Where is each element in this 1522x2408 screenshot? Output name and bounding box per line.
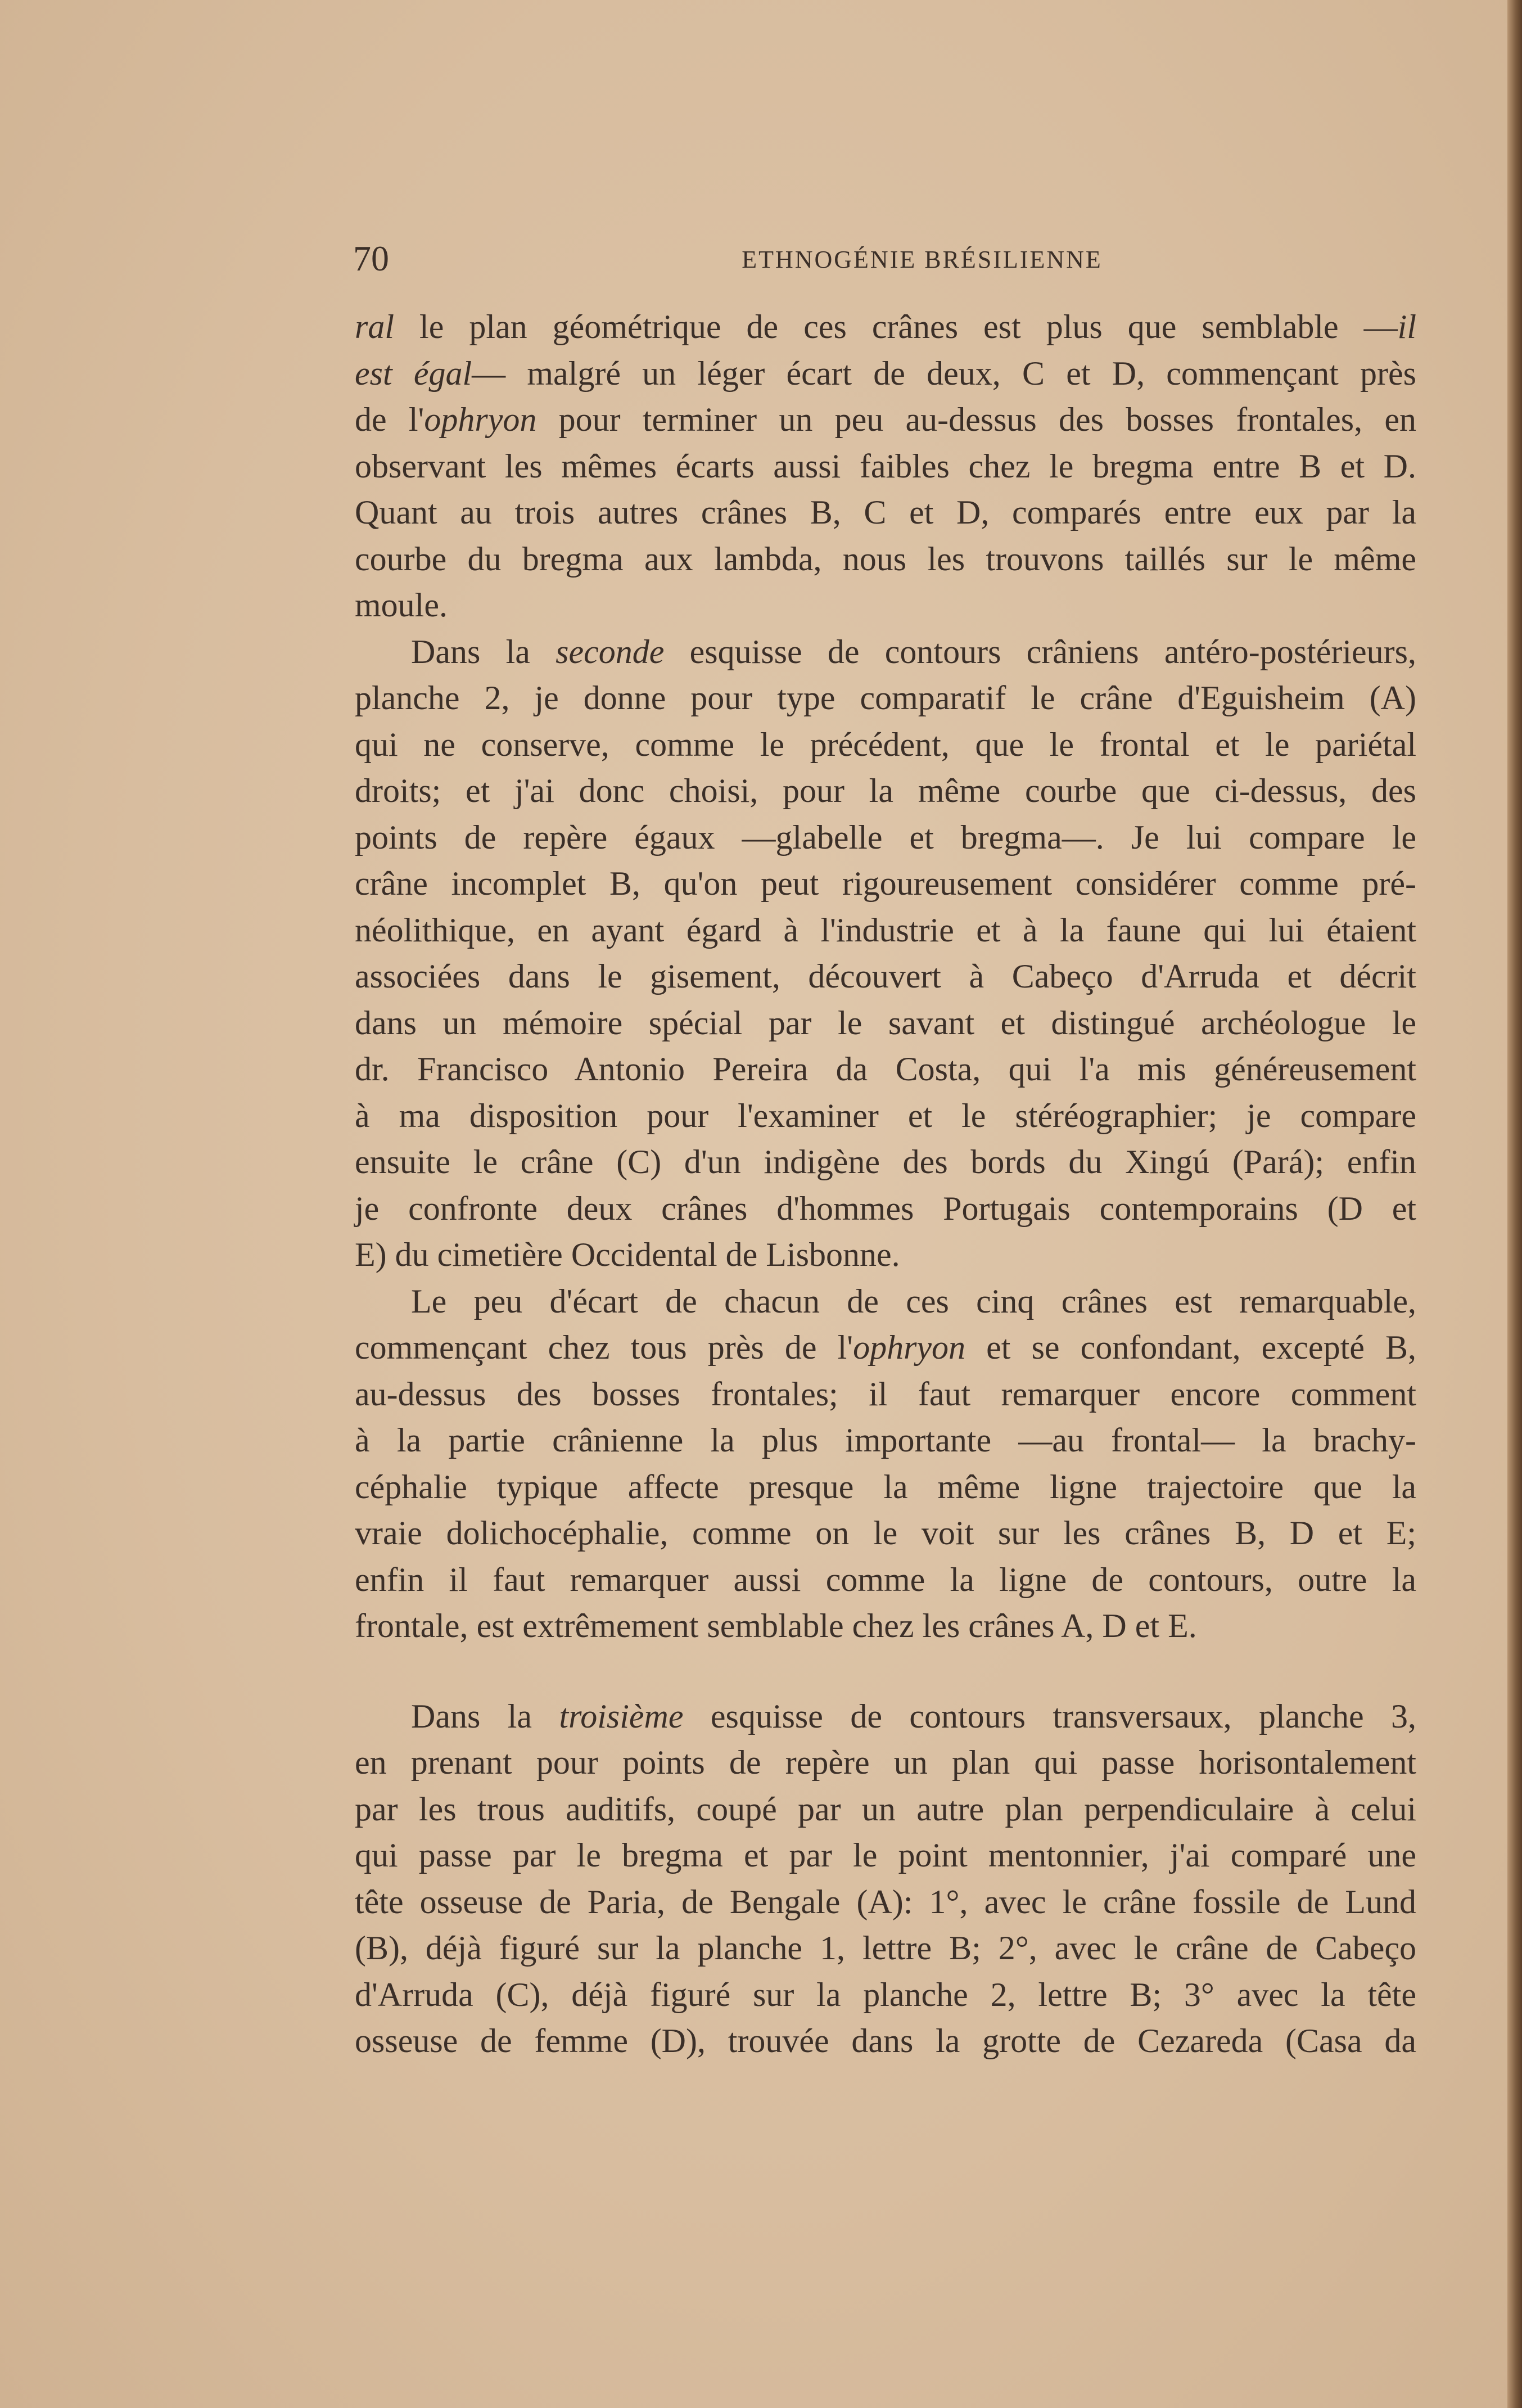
text-run: frontale, est extrêmement semblable chez les crânes A, D et E.	[355, 1607, 1197, 1644]
text-line	[355, 1232, 1416, 1278]
text-run: points de repère égaux —glabelle et bregma—. Je lui compare le	[355, 818, 1416, 856]
text-run: Le peu d'écart de chacun de ces cinq crânes est remarquable,	[411, 1282, 1416, 1320]
text-line	[355, 1324, 1416, 1371]
text-line	[355, 1510, 1416, 1557]
italic-text: seconde	[555, 633, 665, 670]
text-run: à ma disposition pour l'examiner et le stéréographier; je compare	[355, 1097, 1416, 1134]
text-run: au-dessus des bosses frontales; il faut remarquer encore comment	[355, 1375, 1416, 1413]
running-title: ETHNOGÉNIE BRÉSILIENNE	[742, 246, 1103, 273]
text-line	[355, 1693, 1416, 1740]
text-run: planche 2, je donne pour type comparatif le crâne d'Eguisheim (A)	[355, 679, 1416, 716]
italic-text: ral	[355, 308, 395, 345]
text-line	[355, 582, 1416, 629]
text-run: Quant au trois autres crânes B, C et D, comparés entre eux par la	[355, 494, 1416, 531]
italic-text: ophryon	[424, 401, 537, 438]
text-line	[355, 675, 1416, 722]
text-run: commençant chez tous près de l'	[355, 1329, 853, 1366]
text-run: droits; et j'ai donc choisi, pour la même courbe que ci-dessus, des	[355, 772, 1416, 809]
text-run: esquisse de contours crâniens antéro-postérieurs,	[664, 633, 1416, 670]
text-line	[355, 1139, 1416, 1185]
book-page-edge	[1507, 0, 1522, 2408]
text-line	[355, 1417, 1416, 1464]
text-line	[355, 860, 1416, 907]
text-run: observant les mêmes écarts aussi faibles chez le bregma entre B et D.	[355, 447, 1416, 485]
text-run: associées dans le gisement, découvert à Cabeço d'Arruda et décrit	[355, 958, 1416, 995]
text-run: par les trous auditifs, coupé par un autre plan perpendiculaire à celui	[355, 1790, 1416, 1828]
text-run: esquisse de contours transversaux, planche 3,	[683, 1697, 1416, 1735]
text-run: tête osseuse de Paria, de Bengale (A): 1°, avec le crâne fossile de Lund	[355, 1883, 1416, 1920]
text-run: qui passe par le bregma et par le point mentonnier, j'ai comparé une	[355, 1837, 1416, 1874]
text-run: céphalie typique affecte presque la même ligne trajectoire que la	[355, 1468, 1416, 1505]
text-line	[355, 1371, 1416, 1418]
text-line	[355, 1832, 1416, 1879]
text-run: qui ne conserve, comme le précédent, que le frontal et le pariétal	[355, 725, 1416, 763]
text-run: néolithique, en ayant égard à l'industrie et à la faune qui lui étaient	[355, 911, 1416, 949]
text-line	[355, 1557, 1416, 1603]
text-run: vraie dolichocéphalie, comme on le voit sur les crânes B, D et E;	[355, 1514, 1416, 1552]
text-line	[355, 629, 1416, 675]
text-line	[355, 1093, 1416, 1139]
text-run: Dans la	[411, 633, 556, 670]
text-run: E) du cimetière Occidental de Lisbonne.	[355, 1236, 900, 1273]
text-line	[355, 2018, 1416, 2064]
text-run: ensuite le crâne (C) d'un indigène des bords du Xingú (Pará); enfin	[355, 1143, 1416, 1180]
text-line	[355, 536, 1416, 583]
text-line	[355, 1464, 1416, 1510]
text-run: osseuse de femme (D), trouvée dans la grotte de Cezareda (Casa da	[355, 2022, 1416, 2059]
text-line	[355, 722, 1416, 768]
text-line	[355, 443, 1416, 490]
text-line	[355, 768, 1416, 814]
text-run: (B), déjà figuré sur la planche 1, lettre B; 2°, avec le crâne de Cabeço	[355, 1929, 1416, 1967]
text-line	[355, 1739, 1416, 1786]
text-run: pour terminer un peu au-dessus des bosses frontales, en	[536, 401, 1416, 438]
text-line	[355, 1278, 1416, 1325]
text-line	[355, 1879, 1416, 1926]
text-line	[355, 1000, 1416, 1047]
body-text	[355, 304, 1416, 2064]
italic-text: est égal	[355, 354, 472, 392]
text-run: le plan géométrique de ces crânes est plus que semblable —	[394, 308, 1398, 345]
text-line	[355, 907, 1416, 954]
text-run: crâne incomplet B, qu'on peut rigoureusement considérer comme pré-	[355, 865, 1416, 902]
italic-text: ophryon	[853, 1329, 966, 1366]
text-run: dr. Francisco Antonio Pereira da Costa, qui l'a mis généreusement	[355, 1050, 1416, 1088]
text-run: à la partie crânienne la plus importante —au frontal— la brachy-	[355, 1422, 1416, 1459]
text-line	[355, 1786, 1416, 1833]
text-line	[355, 1185, 1416, 1232]
text-line	[355, 1972, 1416, 2018]
text-line	[355, 350, 1416, 397]
text-run: dans un mémoire spécial par le savant et distingué archéologue le	[355, 1004, 1416, 1041]
text-run: moule.	[355, 587, 448, 624]
text-run: et se confondant, excepté B,	[965, 1329, 1416, 1366]
text-line	[355, 396, 1416, 443]
text-run: je confronte deux crânes d'hommes Portugais contemporains (D et	[355, 1189, 1416, 1227]
page-number: 70	[353, 238, 389, 278]
text-run: d'Arruda (C), déjà figuré sur la planche 2, lettre B; 3° avec la tête	[355, 1976, 1416, 2013]
text-line	[355, 953, 1416, 1000]
italic-text: troisième	[559, 1697, 684, 1735]
text-line	[355, 489, 1416, 536]
text-line	[355, 1603, 1416, 1649]
text-line	[355, 304, 1416, 350]
text-line	[355, 1046, 1416, 1093]
text-run: de l'	[355, 401, 424, 438]
text-run: enfin il faut remarquer aussi comme la ligne de contours, outre la	[355, 1561, 1416, 1598]
text-line	[355, 1925, 1416, 1972]
italic-text: il	[1397, 308, 1416, 345]
text-run: Dans la	[411, 1697, 559, 1735]
text-run: — malgré un léger écart de deux, C et D, commençant près	[472, 354, 1416, 392]
text-run: en prenant pour points de repère un plan qui passe horisontalement	[355, 1744, 1416, 1781]
text-line	[355, 814, 1416, 861]
text-run: courbe du bregma aux lambda, nous les trouvons taillés sur le même	[355, 540, 1416, 578]
